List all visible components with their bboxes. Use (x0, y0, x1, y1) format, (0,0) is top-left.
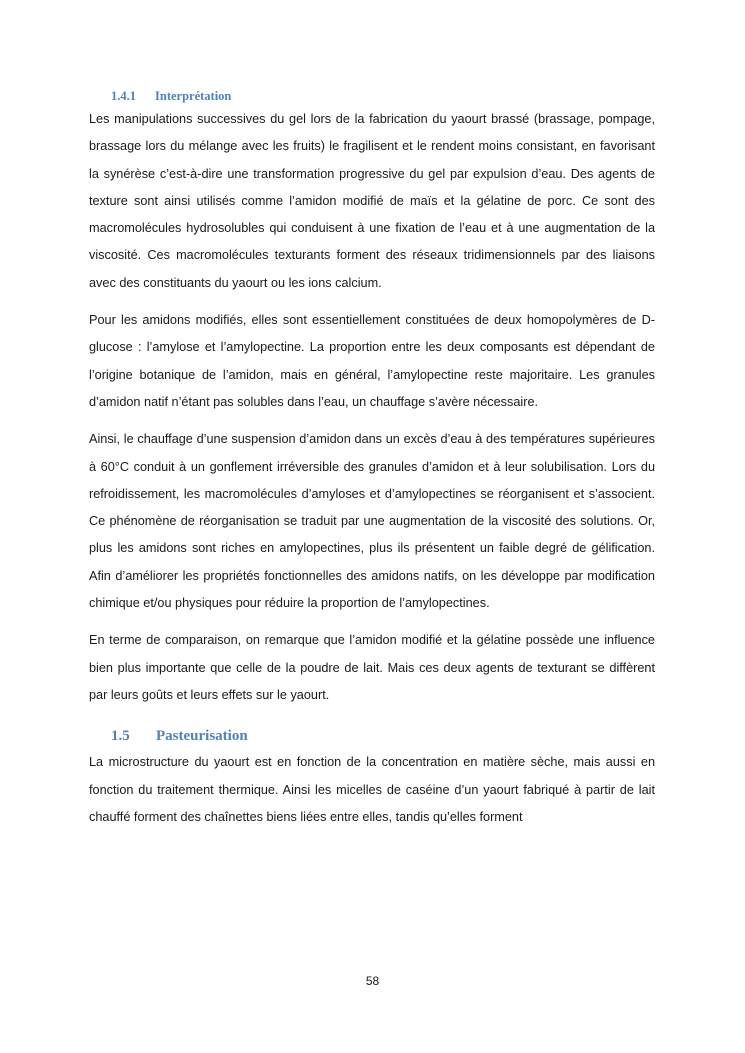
section-heading-1-5 (111, 725, 655, 747)
section-title: Interprétation (155, 89, 232, 103)
page-number: 58 (365, 974, 380, 988)
paragraph-chauffage: Ainsi, le chauffage d’une suspension d’amidon dans un excès d’eau à des températures supérieures à 60°C conduit à un gonflement irréversible des granules d’amidon et à leur solubilisation. Lors du refroidissement, les macromolécules d’amyloses et d’amylopectines se réorganisent et s’associent. Ce phénomène de réorganisation se traduit par une augmentation de la viscosité des solutions. Or, plus les amidons sont riches en amylopectines, plus ils présentent un faible degré de gélification. Afin d’améliorer les propriétés fonctionnelles des amidons natifs, on les développe par modification chimique et/ou physiques pour réduire la proportion de l’amylopectines. (89, 432, 655, 611)
page-content (89, 86, 655, 831)
paragraph-manipulations: Les manipulations successives du gel lors de la fabrication du yaourt brassé (brassage, pompage, brassage lors du mélange avec les fruits) le fragilisent et le rendent moins consistant, en favorisant la synérèse c’est-à-dire une transformation progressive du gel par expulsion d’eau. Des agents de texture sont ainsi utilisés comme l’amidon modifié de maïs et la gélatine de porc. Ce sont des macromolécules hydrosolubles qui conduisent à une fixation de l’eau et à une augmentation de la viscosité. Ces macromolécules texturants forment des réseaux tridimensionnels par des liaisons avec des constituants du yaourt ou les ions calcium. (89, 112, 655, 290)
section-number: 1.4.1 (111, 89, 136, 103)
paragraph-comparaison: En terme de comparaison, on remarque que l’amidon modifié et la gélatine possède une influence bien plus importante que celle de la poudre de lait. Mais ces deux agents de texturant se diffèrent par leurs goûts et leurs effets sur le yaourt. (89, 633, 655, 702)
section-heading-1-4-1 (111, 86, 655, 106)
section-title: Pasteurisation (156, 728, 248, 745)
paragraph-microstructure: La microstructure du yaourt est en fonction de la concentration en matière sèche, mais aussi en fonction du traitement thermique. Ainsi les micelles de caséine d’un yaourt fabriqué à partir de lait chauffé forment des chaînettes biens liées entre elles, tandis qu’elles forment (89, 755, 655, 824)
paragraph-amidons-modifies: Pour les amidons modifiés, elles sont essentiellement constituées de deux homopolymères de D-glucose : l’amylose et l’amylopectine. La proportion entre les deux composants est dépendant de l’origine botanique de l’amidon, mais en général, l’amylopectine reste majoritaire. Les granules d’amidon natif n’étant pas solubles dans l’eau, un chauffage s’avère nécessaire. (89, 313, 655, 409)
section-number: 1.5 (111, 728, 130, 745)
